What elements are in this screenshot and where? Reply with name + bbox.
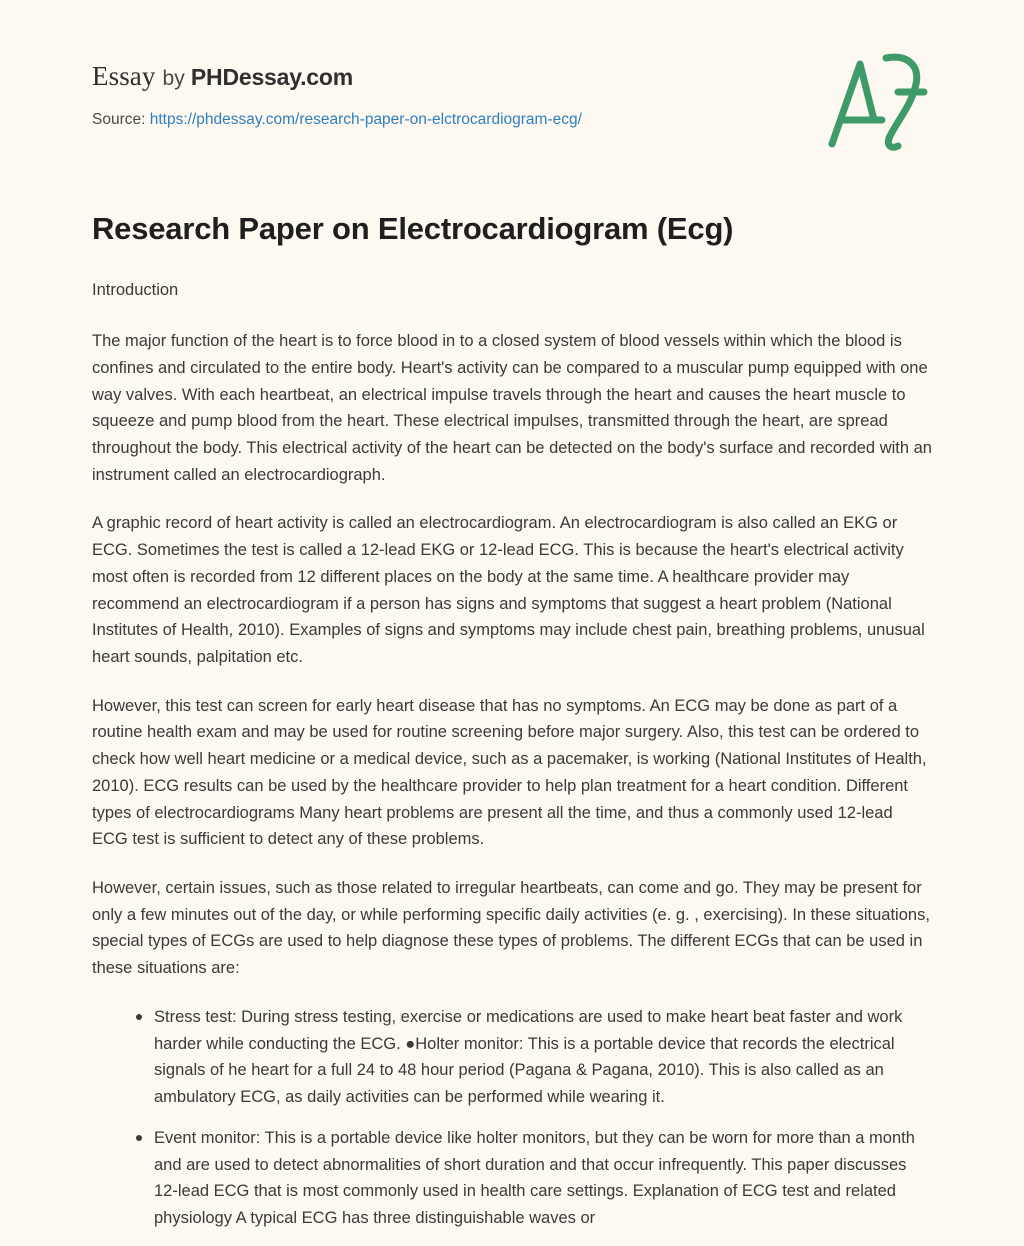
section-heading-introduction: Introduction: [92, 281, 179, 300]
source-label: Source:: [92, 111, 146, 129]
document-header: [0, 0, 1024, 129]
brand-site-label: PHDessay.com: [190, 64, 353, 90]
paragraph-3: However, this test can screen for early heart disease that has no symptoms. An ECG may be done as part of a routine health exam and may be used for routine screening before major surgery. Also, this test can be ordered to check how well heart medicine or a medical device, such as a pacemaker, is working (National Institutes of Health, 2010). ECG results can be used by the healthcare provider to help plan treatment for a heart condition. Different types of electrocardiograms Many heart problems are present all the time, and thus a commonly used 12-lead ECG test is sufficient to detect any of these problems.: [92, 696, 927, 849]
list-item: Stress test: During stress testing, exercise or medications are used to make heart beat faster and work harder while conducting the ECG. ●Holter monitor: This is a portable device that records the electrical signals of he heart for a full 24 to 48 hour period (Pagana & Pagana, 2010). This is also called as an ambulatory ECG, as daily activities can be performed while wearing it.: [136, 1004, 932, 1111]
ecg-types-list: [92, 1004, 932, 1232]
list-item: Event monitor: This is a portable device like holter monitors, but they can be worn for more than a month and are used to detect abnormalities of short duration and that occur infrequently. This paper discusses 12-lead ECG that is most commonly used in health care settings. Explanation of ECG test and related physiology A typical ECG has three distinguishable waves or: [136, 1125, 932, 1232]
paragraph-4: However, certain issues, such as those related to irregular heartbeats, can come and go. They may be present for only a few minutes out of the day, or while performing specific daily activities (e. g. , exercising). In these situations, special types of ECGs are used to help diagnose these types of problems. The different ECGs that can be used in these situations are:: [92, 879, 930, 978]
brand-line: [92, 60, 932, 92]
source-line: [92, 111, 932, 129]
page-title: Research Paper on Electrocardiogram (Ecg): [92, 211, 734, 247]
paragraph-1: The major function of the heart is to force blood in to a closed system of blood vessels within which the blood is confines and circulated to the entire body. Heart's activity can be compared to a muscular pump equipped with one way valves. With each heartbeat, an electrical impulse travels through the heart and causes the heart muscle to squeeze and pump blood from the heart. These electrical impulses, transmitted through the heart, are spread throughout the body. This electrical activity of the heart can be detected on the body's surface and recorded with an instrument called an electrocardiograph.: [92, 332, 932, 484]
a-plus-logo-icon: [812, 48, 932, 158]
brand-essay-label: Essay: [92, 61, 156, 91]
brand-by-label: by: [162, 67, 185, 90]
document-body: [92, 247, 932, 1231]
paragraph-2: A graphic record of heart activity is called an electrocardiogram. An electrocardiogram is also called an EKG or ECG. Sometimes the test is called a 12-lead EKG or 12-lead ECG. This is because the heart's electrical activity most often is recorded from 12 different places on the body at the same time. A healthcare provider may recommend an electrocardiogram if a person has signs and symptoms that suggest a heart problem (National Institutes of Health, 2010). Examples of signs and symptoms may include chest pain, breathing problems, unusual heart sounds, palpitation etc.: [92, 514, 925, 667]
source-url-link[interactable]: https://phdessay.com/research-paper-on-elctrocardiogram-ecg/: [149, 111, 582, 129]
